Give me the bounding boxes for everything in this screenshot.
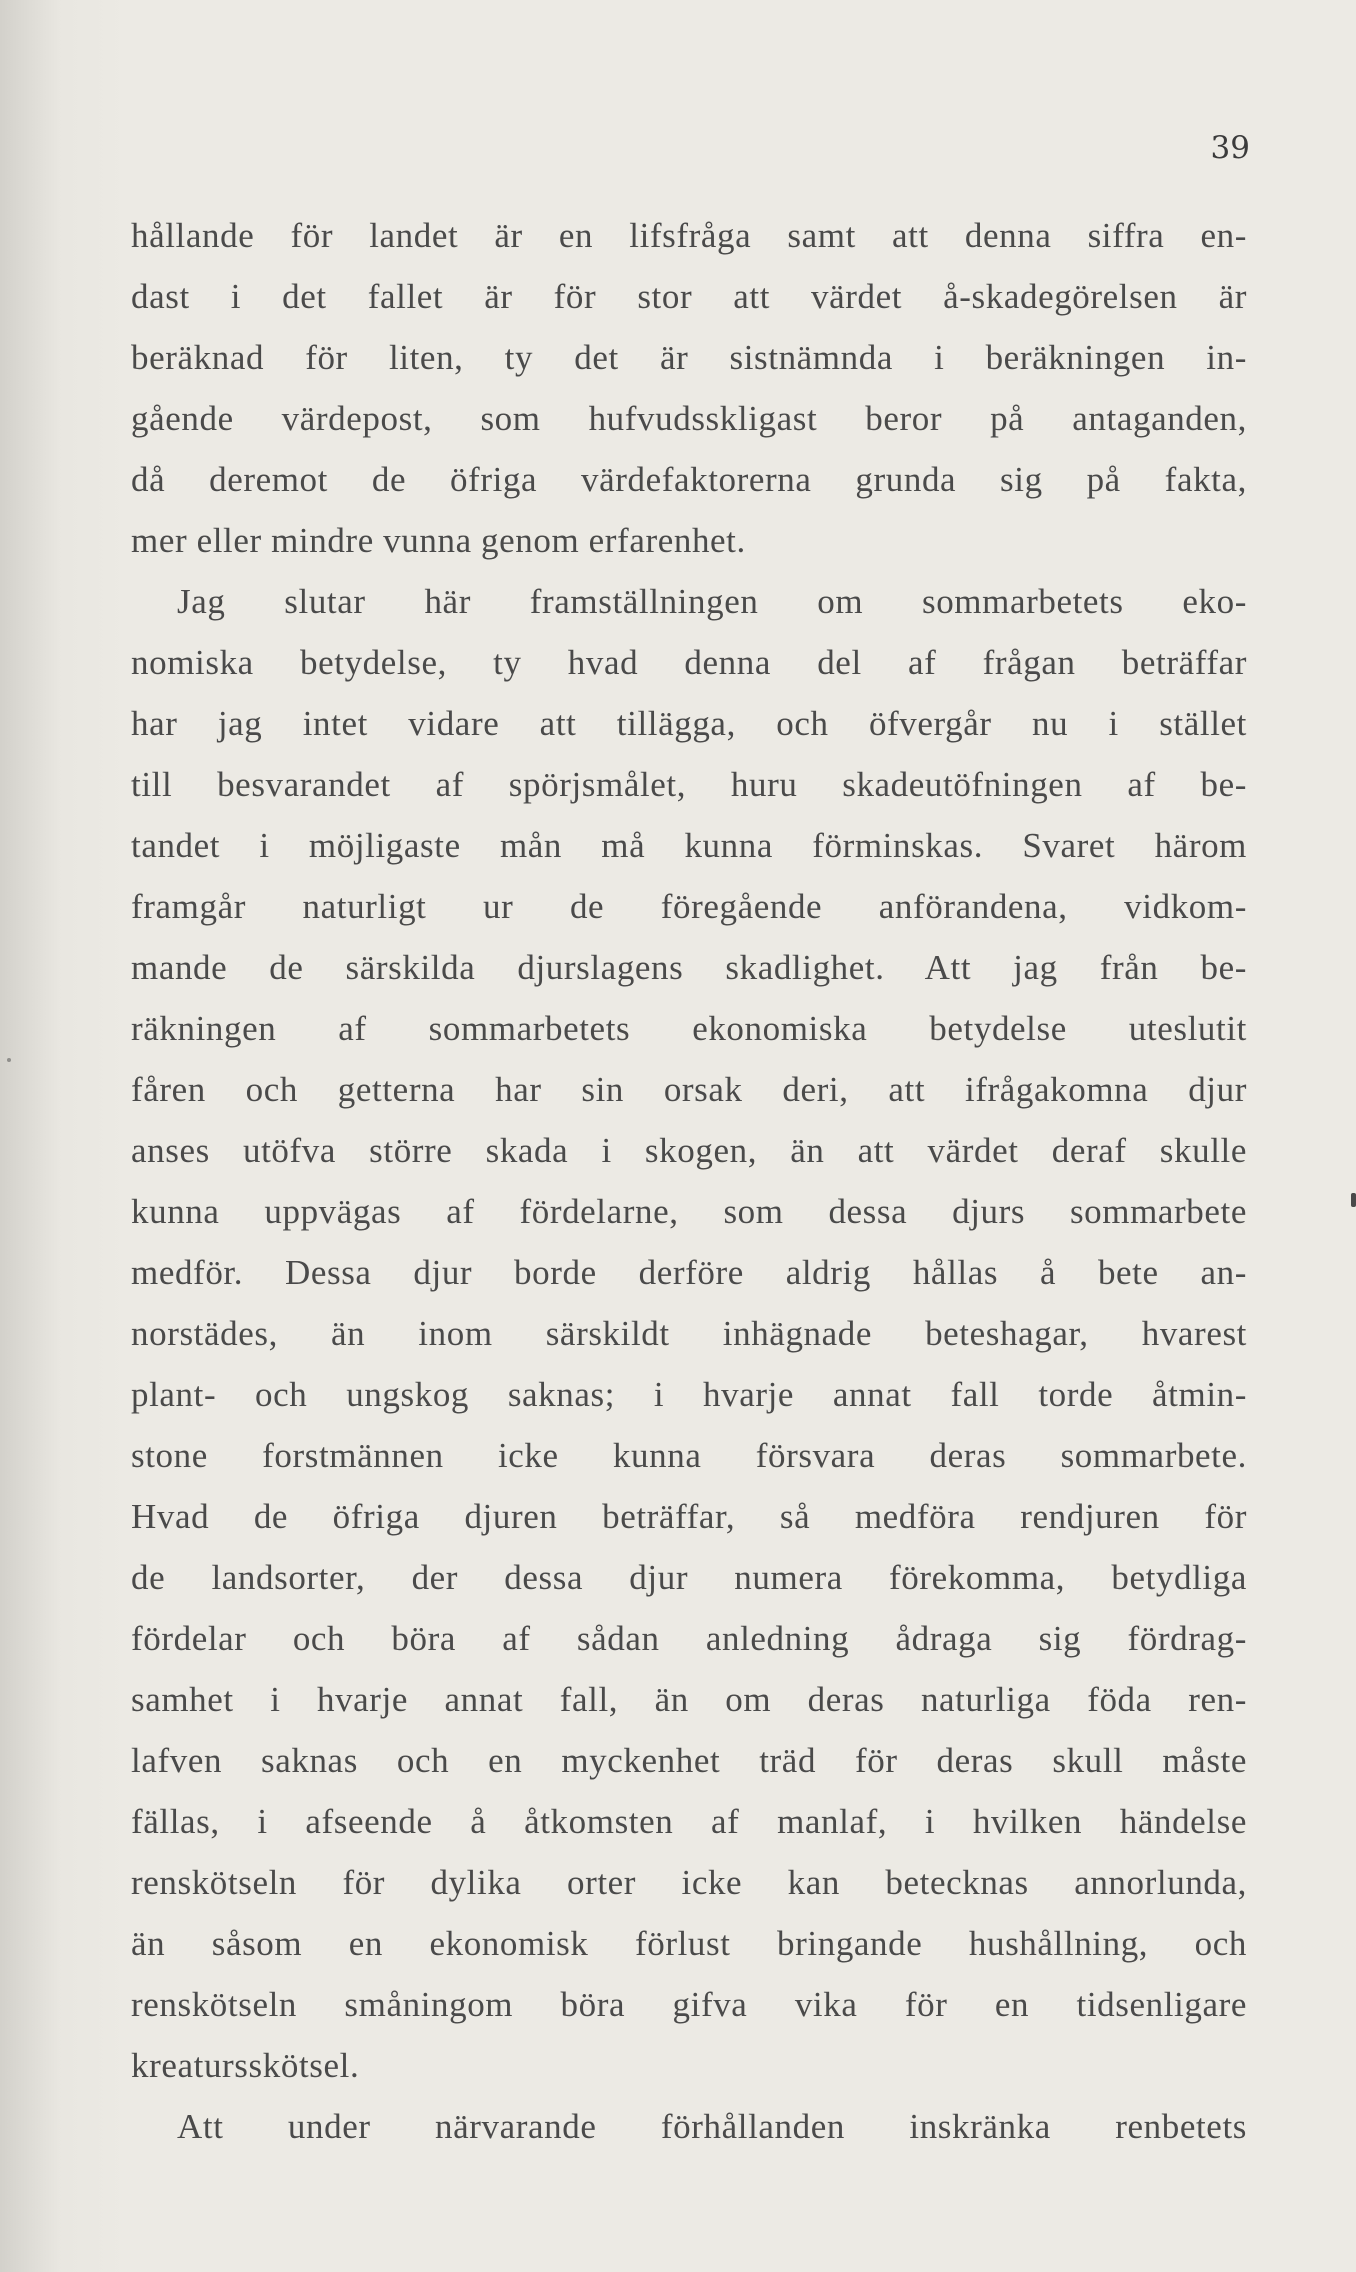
text-line: renskötseln småningom böra gifva vika för en tidsenligare <box>131 1985 1247 2024</box>
text-line: framgår naturligt ur de föregående anförandena, vidkom- <box>131 887 1247 926</box>
text-line: fåren och getterna har sin orsak deri, att ifrågakomna djur <box>131 1070 1247 1109</box>
text-line: gående värdepost, som hufvudsskligast beror på antaganden, <box>131 399 1247 438</box>
ink-speck <box>1351 1193 1356 1207</box>
body-text <box>131 205 1247 2157</box>
text-line: kunna uppvägas af fördelarne, som dessa djurs sommarbete <box>131 1192 1247 1231</box>
text-line: renskötseln för dylika orter icke kan betecknas annorlunda, <box>131 1863 1247 1902</box>
text-line: mer eller mindre vunna genom erfarenhet. <box>131 521 746 560</box>
ink-speck <box>7 1058 11 1062</box>
text-line: de landsorter, der dessa djur numera förekomma, betydliga <box>131 1558 1247 1597</box>
text-line: samhet i hvarje annat fall, än om deras naturliga föda ren- <box>131 1680 1247 1719</box>
text-line: plant- och ungskog saknas; i hvarje annat fall torde åtmin- <box>131 1375 1247 1414</box>
text-line: dast i det fallet är för stor att värdet å-skadegörelsen är <box>131 277 1247 316</box>
text-line: stone forstmännen icke kunna försvara deras sommarbete. <box>131 1436 1247 1475</box>
text-line: till besvarandet af spörjsmålet, huru skadeutöfningen af be- <box>131 765 1247 804</box>
text-line: fällas, i afseende å åtkomsten af manlaf, i hvilken händelse <box>131 1802 1247 1841</box>
text-line: kreatursskötsel. <box>131 2046 360 2085</box>
text-line: lafven saknas och en myckenhet träd för deras skull måste <box>131 1741 1247 1780</box>
paragraph-start-line: Att under närvarande förhållanden inskränka renbetets <box>177 2107 1247 2146</box>
text-line: norstädes, än inom särskildt inhägnade beteshagar, hvarest <box>131 1314 1247 1353</box>
text-line: medför. Dessa djur borde derföre aldrig hållas å bete an- <box>131 1253 1247 1292</box>
text-line: hållande för landet är en lifsfråga samt att denna siffra en- <box>131 216 1247 255</box>
text-line: anses utöfva större skada i skogen, än att värdet deraf skulle <box>131 1131 1247 1170</box>
text-line: Hvad de öfriga djuren beträffar, så medföra rendjuren för <box>131 1497 1247 1536</box>
paragraph-start-line: Jag slutar här framställningen om sommarbetets eko- <box>177 582 1247 621</box>
text-line: fördelar och böra af sådan anledning ådraga sig fördrag- <box>131 1619 1247 1658</box>
page-number: 39 <box>1210 130 1250 166</box>
text-line: räkningen af sommarbetets ekonomiska betydelse uteslutit <box>131 1009 1247 1048</box>
text-line: nomiska betydelse, ty hvad denna del af frågan beträffar <box>131 643 1247 682</box>
text-line: tandet i möjligaste mån må kunna förminskas. Svaret härom <box>131 826 1247 865</box>
text-line: än såsom en ekonomisk förlust bringande hushållning, och <box>131 1924 1247 1963</box>
text-line: mande de särskilda djurslagens skadlighet. Att jag från be- <box>131 948 1247 987</box>
text-line: beräknad för liten, ty det är sistnämnda i beräkningen in- <box>131 338 1247 377</box>
text-line: har jag intet vidare att tillägga, och öfvergår nu i stället <box>131 704 1247 743</box>
text-line: då deremot de öfriga värdefaktorerna grunda sig på fakta, <box>131 460 1247 499</box>
